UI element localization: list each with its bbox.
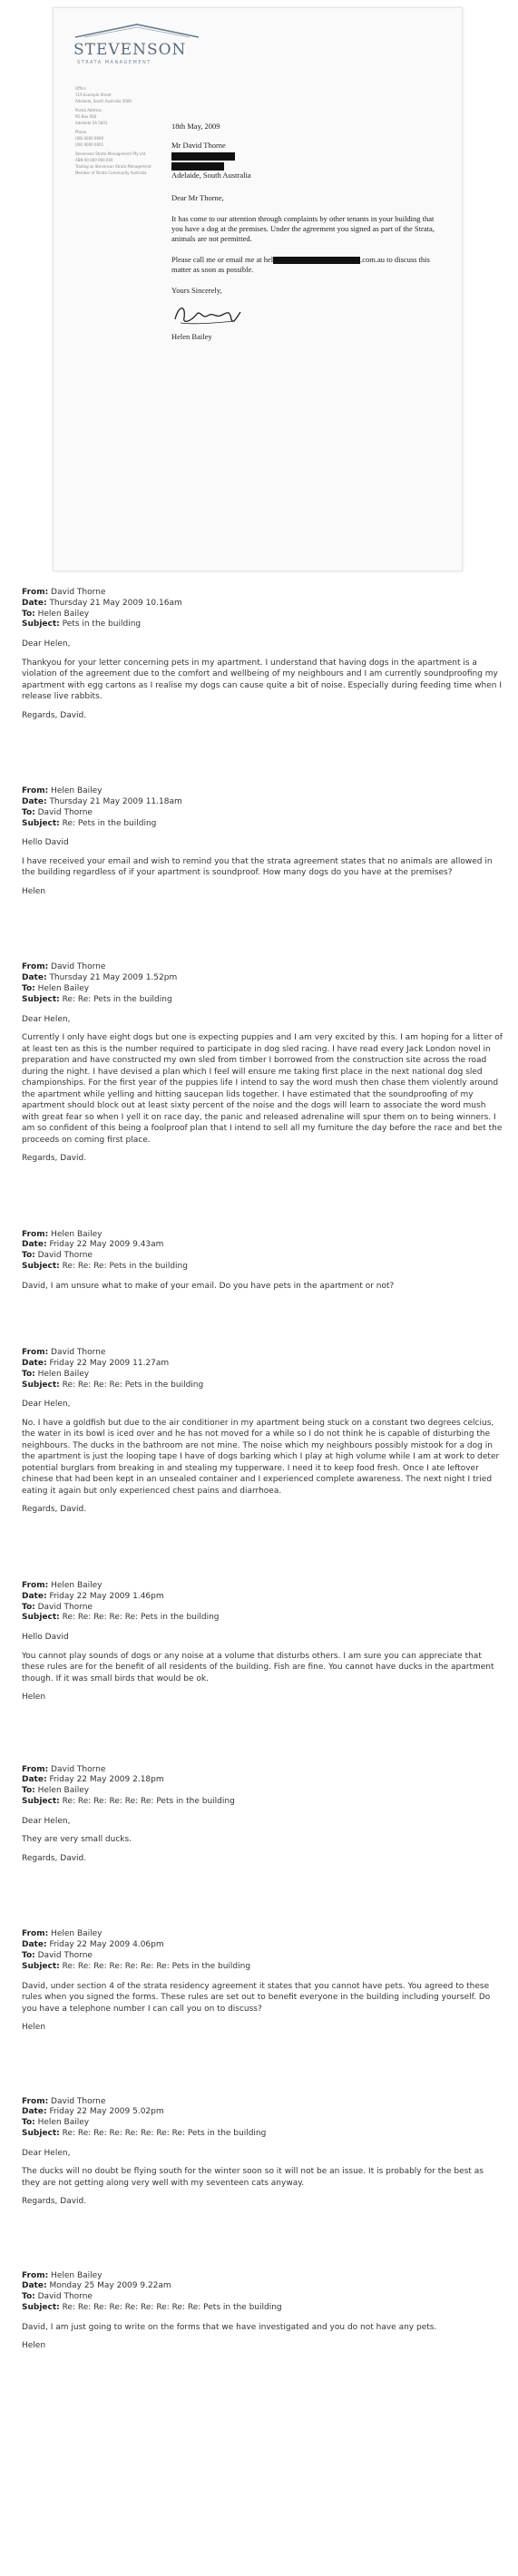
email-from-value: Helen Bailey — [51, 2270, 103, 2280]
letter-date: 18th May, 2009 — [171, 122, 220, 131]
company-logo-icon — [73, 23, 200, 39]
email-to-value: David Thorne — [37, 1950, 93, 1960]
email-to-line — [22, 1951, 503, 1962]
email-to-line — [22, 1370, 503, 1381]
email-body — [22, 1981, 503, 2034]
email-date-line — [22, 599, 503, 610]
email-to-label: To: — [22, 1369, 35, 1379]
email-to-value: David Thorne — [37, 1251, 93, 1261]
email-from-value: Helen Bailey — [51, 786, 103, 796]
email-message — [22, 1765, 503, 1865]
email-date-label: Date: — [22, 1591, 47, 1601]
email-subject-value: Re: Re: Re: Re: Re: Re: Pets in the building — [62, 1797, 235, 1807]
email-subject-label: Subject: — [22, 1380, 60, 1390]
email-to-value: Helen Bailey — [37, 983, 90, 993]
email-from-label: From: — [22, 786, 49, 796]
email-date-line — [22, 2281, 503, 2292]
letterhead-detail-line: Adelaide, South Australia 5000 — [75, 99, 132, 103]
email-header — [22, 1929, 503, 1972]
email-subject-label: Subject: — [22, 1261, 60, 1271]
letterhead-detail-line: Adelaide SA 5001 — [75, 121, 108, 125]
email-message — [22, 2271, 503, 2352]
email-paragraph: Hello David — [22, 1633, 69, 1643]
email-header — [22, 588, 503, 630]
email-to-line — [22, 610, 503, 620]
email-from-label: From: — [22, 1764, 49, 1774]
email-subject-label: Subject: — [22, 1797, 60, 1807]
letterhead-detail-line: Postal Address — [75, 108, 103, 112]
email-from-line — [22, 962, 503, 973]
email-subject-value: Re: Re: Re: Re: Re: Pets in the building — [62, 1613, 220, 1623]
email-message — [22, 962, 503, 1164]
redacted-address-2 — [171, 161, 444, 171]
email-body — [22, 1816, 503, 1865]
email-date-value: Friday 22 May 2009 11.27am — [49, 1359, 170, 1369]
email-paragraph: The ducks will no doubt be flying south for the winter soon so it will not be an issue. It is probably for the best as they are not getting along very well with my seventeen cats anyway. — [22, 2167, 484, 2188]
email-date-value: Friday 22 May 2009 2.18pm — [49, 1775, 164, 1785]
email-header — [22, 962, 503, 1005]
email-to-value: David Thorne — [37, 807, 93, 817]
email-message — [22, 1348, 503, 1516]
email-subject-line — [22, 2129, 503, 2140]
email-paragraph: Thankyou for your letter concerning pets in my apartment. I understand that having dogs in the apartment is a violation of the agreement due to the comfort and wellbeing of my neighbours and I am currently soundproofing my apartment with egg cartons as I realise my dogs can cause quite a bit of noise. Especially during feeding time when I release live rabbits. — [22, 658, 502, 702]
email-to-label: To: — [22, 1251, 35, 1261]
letter-signatory: Helen Bailey — [171, 332, 212, 341]
email-paragraph: Dear Helen, — [22, 639, 71, 649]
email-subject-label: Subject: — [22, 620, 60, 629]
email-date-line — [22, 1240, 503, 1251]
email-subject-line — [22, 1797, 503, 1808]
email-header — [22, 1348, 503, 1390]
email-subject-line — [22, 620, 503, 630]
email-date-value: Thursday 21 May 2009 10.16am — [49, 598, 182, 608]
email-subject-line — [22, 1613, 503, 1624]
email-header — [22, 1581, 503, 1624]
email-header — [22, 786, 503, 829]
email-date-line — [22, 1775, 503, 1786]
email-from-line — [22, 1581, 503, 1592]
email-to-label: To: — [22, 1786, 35, 1796]
email-date-label: Date: — [22, 796, 47, 806]
email-to-value: David Thorne — [37, 1602, 93, 1612]
email-date-line — [22, 1940, 503, 1951]
email-paragraph: Helen — [22, 2023, 46, 2032]
email-body — [22, 1281, 503, 1293]
email-date-value: Friday 22 May 2009 4.06pm — [49, 1940, 164, 1950]
email-from-line — [22, 2271, 503, 2282]
email-from-line — [22, 1765, 503, 1776]
email-paragraph: Dear Helen, — [22, 1014, 71, 1024]
email-from-line — [22, 1230, 503, 1241]
letterhead-detail-line: Stevenson Strata Management Pty Ltd — [75, 151, 146, 156]
letter-contact-text-end: .com.au to discuss this matter as soon as possible. — [171, 255, 430, 274]
company-logo-name: STEVENSON — [73, 41, 187, 59]
email-date-label: Date: — [22, 1940, 47, 1950]
email-message — [22, 2097, 503, 2208]
email-to-label: To: — [22, 2292, 35, 2302]
email-header — [22, 1765, 503, 1808]
email-from-line — [22, 1929, 503, 1940]
email-date-line — [22, 973, 503, 984]
email-from-label: From: — [22, 2096, 49, 2106]
letterhead-details — [75, 83, 175, 177]
email-from-line — [22, 588, 503, 599]
email-date-value: Thursday 21 May 2009 1.52pm — [49, 973, 178, 983]
email-from-value: David Thorne — [51, 588, 106, 597]
email-paragraph: Regards, David. — [22, 1154, 87, 1164]
email-from-line — [22, 786, 503, 797]
company-logo-tagline: STRATA MANAGEMENT — [77, 60, 151, 65]
email-paragraph: Regards, David. — [22, 710, 87, 720]
email-subject-line — [22, 995, 503, 1006]
redacted-address-1 — [171, 151, 444, 161]
email-to-label: To: — [22, 983, 35, 993]
letter-contact-text: Please call me or email me at hel — [171, 255, 274, 264]
email-subject-line — [22, 1962, 503, 1973]
email-to-line — [22, 808, 503, 819]
email-subject-value: Re: Re: Re: Re: Re: Re: Re: Re: Pets in the building — [62, 2128, 267, 2138]
email-subject-line — [22, 1262, 503, 1273]
letterhead-detail-line: Office — [75, 86, 86, 91]
email-thread — [22, 588, 503, 2352]
email-subject-value: Pets in the building — [62, 620, 142, 629]
email-header — [22, 1230, 503, 1273]
email-paragraph: No. I have a goldfish but due to the air conditioner in my apartment being stuck on a constant two degrees celcius, the water in its bowl is iced over and he has not moved for a while so I do not think he is capable of disturbing the neighbours. The ducks in the bathroom are not mine. The noise which my neighbours possibly mistook for a dog in the apartment is just the looping tape I have of dogs barking which I play at high volume while I am at work to deter potential burglars from breaking in and stealing my tupperware. I need it to keep food fresh. Once I ate leftover chinese that had been kept in an unsealed container and I experienced complete awareness. The next night I tried eating it again but only experienced chest pains and diarrhoea. — [22, 1418, 500, 1496]
email-message — [22, 786, 503, 897]
email-from-value: Helen Bailey — [51, 1580, 103, 1590]
email-paragraph: Regards, David. — [22, 1853, 87, 1863]
email-paragraph: I have received your email and wish to remind you that the strata agreement states that no animals are allowed in the building regardless of if your apartment is soundproof. How many dogs do you have at the premises? — [22, 856, 493, 878]
email-date-label: Date: — [22, 1240, 47, 1250]
email-from-label: From: — [22, 2270, 49, 2280]
letterhead-detail-line: Phone — [75, 130, 87, 134]
email-to-label: To: — [22, 2118, 35, 2128]
email-to-line — [22, 1786, 503, 1797]
email-body — [22, 1014, 503, 1165]
email-paragraph: David, I am just going to write on the forms that we have investigated and you do not have any pets. — [22, 2322, 437, 2332]
email-paragraph: Regards, David. — [22, 2197, 87, 2207]
email-subject-label: Subject: — [22, 1613, 60, 1623]
email-message — [22, 1230, 503, 1293]
email-from-label: From: — [22, 1580, 49, 1590]
email-from-label: From: — [22, 962, 49, 972]
email-subject-label: Subject: — [22, 994, 60, 1004]
email-date-line — [22, 1592, 503, 1603]
email-date-line — [22, 797, 503, 808]
email-message — [22, 588, 503, 721]
email-paragraph: You cannot play sounds of dogs or any noise at a volume that disturbs others. I am sure you can appreciate that these rules are for the benefit of all residents of the building. Fish are fine. You cannot have ducks in the apartment though. If it was small birds that would be ok. — [22, 1651, 494, 1683]
email-from-line — [22, 1348, 503, 1359]
email-from-label: From: — [22, 588, 49, 597]
email-from-label: From: — [22, 1348, 49, 1358]
email-paragraph: Hello David — [22, 838, 69, 848]
email-to-line — [22, 2118, 503, 2129]
email-subject-label: Subject: — [22, 2303, 60, 2313]
email-from-value: David Thorne — [51, 1348, 106, 1358]
email-to-label: To: — [22, 1602, 35, 1612]
email-subject-line — [22, 2303, 503, 2314]
letterhead-detail-line: Trading as Stevenson Strata Management — [75, 164, 151, 169]
email-paragraph: Regards, David. — [22, 1505, 87, 1515]
email-subject-line — [22, 1381, 503, 1391]
letter-body — [171, 122, 444, 342]
email-to-line — [22, 2292, 503, 2303]
email-date-line — [22, 1359, 503, 1370]
email-to-line — [22, 984, 503, 995]
email-to-value: David Thorne — [37, 2292, 93, 2302]
letterhead-detail-line: PO Box 000 — [75, 114, 97, 119]
email-to-value: Helen Bailey — [37, 1786, 90, 1796]
letterhead-detail-line: ABN 00 000 000 000 — [75, 158, 113, 162]
email-to-value: Helen Bailey — [37, 609, 90, 619]
email-from-label: From: — [22, 1229, 49, 1239]
email-from-line — [22, 2097, 503, 2108]
email-subject-value: Re: Re: Re: Re: Pets in the building — [62, 1380, 204, 1390]
email-body — [22, 1399, 503, 1516]
email-to-value: Helen Bailey — [37, 2118, 90, 2128]
email-date-value: Thursday 21 May 2009 11.18am — [49, 796, 182, 806]
email-paragraph: Dear Helen, — [22, 1400, 71, 1410]
email-paragraph: Currently I only have eight dogs but one is expecting puppies and I am very excited by this. I am hoping for a litter of at least ten as this is the number required to participate in dog sled racing. I have read every Jack London novel in preparation and have constructed my own sled from timber I borrowed from the construction site across the road during the night. I have devised a plan which I feel will ensure me taking first place in the next national dog sled championships. For the first year of the puppies life I intend to say the word mush then chase them violently around the apartment while yelling and hitting saucepan lids together. I have estimated that the soundproofing of my apartment should block out at least sixty percent of the noise and the dogs will learn to associate the word mush with great fear so when I yell it on race day, the panic and released adrenaline will spur them on to being winners. I am so confident of this being a foolproof plan that I intend to sell all my furniture the day before the race and bet the proceeds on coming first place. — [22, 1033, 503, 1145]
email-subject-value: Re: Re: Re: Pets in the building — [62, 1261, 188, 1271]
email-paragraph: David, I am unsure what to make of your email. Do you have pets in the apartment or not? — [22, 1281, 395, 1291]
email-to-line — [22, 1603, 503, 1614]
email-date-value: Friday 22 May 2009 9.43am — [49, 1240, 164, 1250]
email-subject-line — [22, 819, 503, 830]
email-header — [22, 2097, 503, 2140]
email-to-label: To: — [22, 1950, 35, 1960]
letterhead-detail-line: Member of Strata Community Australia — [75, 171, 147, 175]
email-subject-label: Subject: — [22, 818, 60, 828]
email-body — [22, 2148, 503, 2208]
email-date-label: Date: — [22, 1775, 47, 1785]
email-date-label: Date: — [22, 1359, 47, 1369]
email-date-label: Date: — [22, 2281, 47, 2291]
email-date-value: Friday 22 May 2009 5.02pm — [49, 2107, 164, 2117]
email-subject-label: Subject: — [22, 2128, 60, 2138]
email-body — [22, 1632, 503, 1703]
email-paragraph: Helen — [22, 1693, 46, 1703]
letter-recipient: Mr David Thorne — [171, 141, 226, 150]
email-subject-value: Re: Re: Pets in the building — [62, 994, 172, 1004]
email-paragraph: Helen — [22, 886, 46, 896]
email-from-value: David Thorne — [51, 962, 106, 972]
email-paragraph: Helen — [22, 2341, 46, 2351]
email-paragraph: Dear Helen, — [22, 1816, 71, 1826]
email-from-value: Helen Bailey — [51, 1229, 103, 1239]
redacted-email — [273, 257, 360, 264]
email-subject-label: Subject: — [22, 1961, 60, 1971]
email-to-label: To: — [22, 807, 35, 817]
signature-image — [171, 301, 244, 328]
email-message — [22, 1929, 503, 2033]
letter-closing: Yours Sincerely, — [171, 286, 222, 295]
email-body — [22, 837, 503, 897]
email-from-value: David Thorne — [51, 2096, 106, 2106]
letter-paragraph: It has come to our attention through complaints by other tenants in your building that you have a dog at the premises. Under the agreement you signed as part of the Strata, animals are not permitted. — [171, 214, 435, 243]
email-body — [22, 639, 503, 721]
email-subject-value: Re: Pets in the building — [62, 818, 157, 828]
letterhead-detail-line: (08) 0000 0000 — [75, 136, 104, 141]
email-subject-value: Re: Re: Re: Re: Re: Re: Re: Re: Re: Pets in the building — [62, 2303, 282, 2313]
email-to-value: Helen Bailey — [37, 1369, 90, 1379]
email-to-label: To: — [22, 609, 35, 619]
email-subject-value: Re: Re: Re: Re: Re: Re: Re: Pets in the building — [62, 1961, 251, 1971]
letter-salutation: Dear Mr Thorne, — [171, 193, 224, 202]
email-date-label: Date: — [22, 598, 47, 608]
email-date-label: Date: — [22, 973, 47, 983]
email-body — [22, 2322, 503, 2352]
email-paragraph: They are very small ducks. — [22, 1835, 132, 1845]
email-to-line — [22, 1251, 503, 1262]
email-date-label: Date: — [22, 2107, 47, 2117]
email-from-label: From: — [22, 1929, 49, 1939]
email-date-line — [22, 2107, 503, 2118]
scanned-letter — [53, 7, 463, 571]
email-from-value: David Thorne — [51, 1764, 106, 1774]
email-paragraph: David, under section 4 of the strata residency agreement it states that you cannot have pets. You agreed to these rules when you signed the forms. These rules are set out to benefit everyone in the building including yourself. Do you have a telephone number I can call you on to discuss? — [22, 1981, 491, 2014]
email-paragraph: Dear Helen, — [22, 2148, 71, 2158]
email-message — [22, 1581, 503, 1703]
letterhead-detail-line: (08) 0000 0001 — [75, 142, 104, 147]
letter-recipient-city: Adelaide, South Australia — [171, 171, 251, 180]
email-from-value: Helen Bailey — [51, 1929, 103, 1939]
email-date-value: Friday 22 May 2009 1.46pm — [49, 1591, 164, 1601]
letterhead-detail-line: 119 Example Street — [75, 93, 112, 97]
letter-contact-paragraph — [171, 255, 444, 275]
email-date-value: Monday 25 May 2009 9.22am — [49, 2281, 171, 2291]
email-header — [22, 2271, 503, 2314]
